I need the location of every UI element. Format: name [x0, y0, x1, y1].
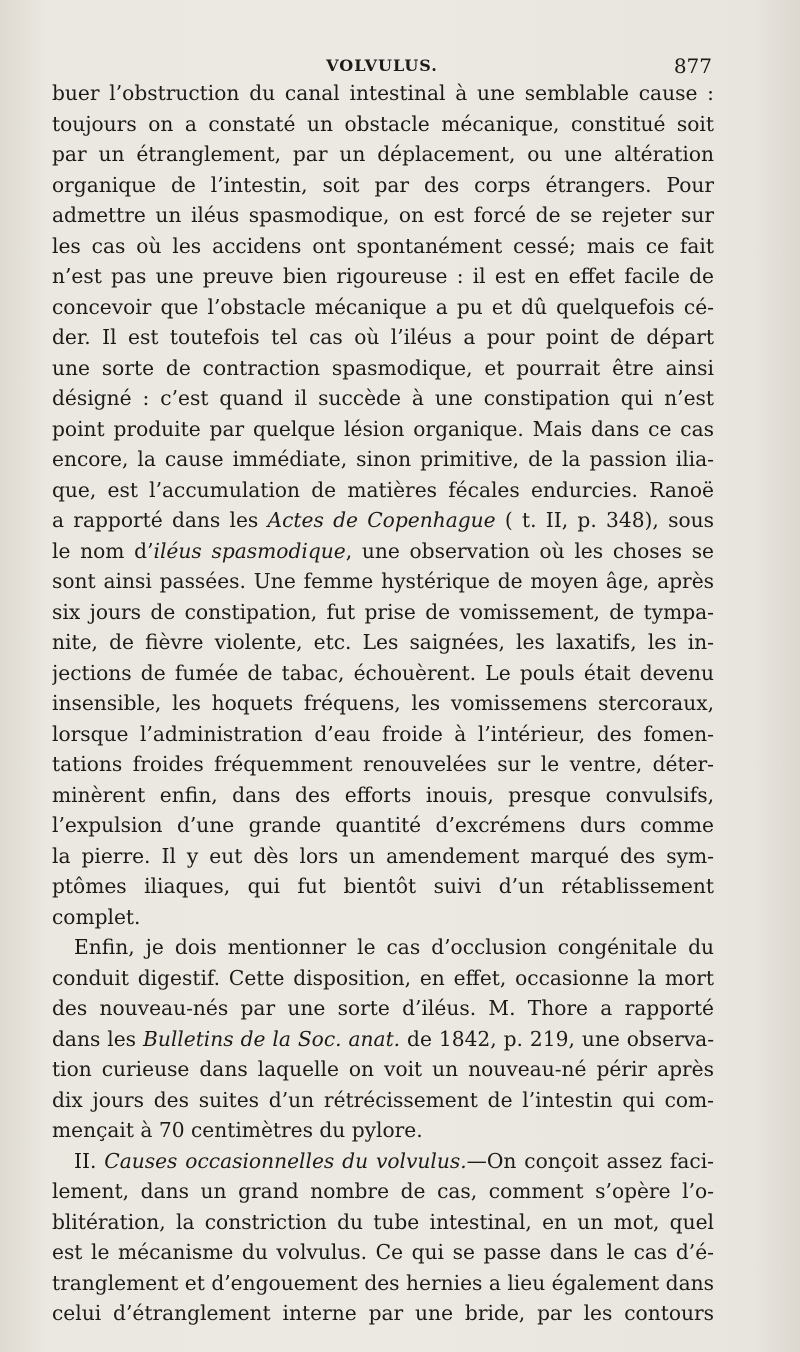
line-text: , une observation où les choses se [345, 538, 714, 563]
line-text: celui d’étranglement interne par une bride, par les contours [52, 1301, 714, 1325]
text-line [52, 871, 714, 902]
line-text: par un étranglement, par un déplacement, ou une altération [52, 142, 714, 166]
line-text: ( t. II, p. 348), sous [495, 508, 714, 532]
line-text: organique de l’intestin, soit par des corps étrangers. Pour [52, 172, 714, 197]
text-line [52, 505, 714, 536]
line-text: a rapporté dans les [52, 508, 268, 532]
line-text: ptômes iliaques, qui fut bientôt suivi d’un rétablissement [52, 874, 714, 898]
line-text: lement, dans un grand nombre de cas, comment s’opère l’o- [52, 1179, 714, 1203]
text-line [52, 200, 714, 231]
line-text: six jours de constipation, fut prise de vomissement, de tympa- [52, 599, 714, 624]
text-line [52, 993, 714, 1024]
text-line [52, 261, 714, 292]
text-line [52, 1054, 714, 1085]
line-text: le nom d’ [52, 538, 154, 563]
line-text: est le mécanisme du volvulus. Ce qui se passe dans le cas d’é- [52, 1240, 714, 1264]
page-number: 877 [673, 54, 712, 78]
text-line [52, 414, 714, 445]
italic-title: Actes de Copenhague [267, 508, 496, 532]
line-text: lorsque l’administration d’eau froide à l’intérieur, des fomen- [52, 721, 714, 746]
text-line [52, 597, 714, 628]
line-text: der. Il est toutefois tel cas où l’iléus a pour point de départ [52, 325, 714, 349]
line-text: tion curieuse dans laquelle on voit un nouveau-né périr après [52, 1057, 714, 1081]
text-line [52, 932, 714, 963]
text-line [52, 1268, 714, 1299]
line-text: buer l’obstruction du canal intestinal à une semblable cause : [52, 81, 714, 105]
text-line [52, 475, 714, 506]
text-line [52, 444, 714, 475]
text-line [52, 109, 714, 140]
text-line [52, 78, 714, 109]
line-text: dix jours des suites d’un rétrécissement de l’intestin qui com- [52, 1087, 714, 1112]
line-text: de 1842, p. 219, une observa- [400, 1026, 714, 1051]
italic-title: iléus spasmodique [153, 538, 346, 563]
text-line [52, 749, 714, 780]
running-title: VOLVULUS. [326, 56, 438, 75]
line-text: toujours on a constaté un obstacle mécanique, constitué soit [52, 111, 714, 136]
text-line [52, 322, 714, 353]
text-line [52, 383, 714, 414]
text-line [52, 1115, 714, 1146]
line-text: une sorte de contraction spasmodique, et pourrait être ainsi [52, 355, 714, 380]
line-text: n’est pas une preuve bien rigoureuse : il est en effet facile de [52, 264, 714, 288]
line-text: les cas où les accidens ont spontanément cessé; mais ce fait [52, 233, 714, 258]
text-line [52, 1146, 714, 1177]
line-text: encore, la cause immédiate, sinon primitive, de la passion ilia- [52, 447, 714, 471]
text-line [52, 231, 714, 262]
text-line [52, 1176, 714, 1207]
text-line [52, 902, 714, 933]
line-text: tations froides fréquemment renouvelées sur le ventre, déter- [52, 752, 714, 776]
line-text: minèrent enfin, dans des efforts inouis, presque convulsifs, [52, 782, 714, 807]
italic-title: Causes occasionnelles du volvulus. [104, 1148, 467, 1173]
text-line [52, 1237, 714, 1268]
body-text [52, 78, 714, 1329]
text-line [52, 627, 714, 658]
line-text: Enfin, je dois mentionner le cas d’occlusion congénitale du [74, 935, 714, 959]
line-text: nite, de fièvre violente, etc. Les saignées, les laxatifs, les in- [52, 630, 714, 654]
text-line [52, 536, 714, 567]
text-line [52, 1207, 714, 1238]
text-line [52, 719, 714, 750]
text-line [52, 688, 714, 719]
line-text: désigné : c’est quand il succède à une constipation qui n’est [52, 386, 714, 410]
line-text: blitération, la constriction du tube intestinal, en un mot, quel [52, 1209, 714, 1234]
text-line [52, 1085, 714, 1116]
line-text: des nouveau-nés par une sorte d’iléus. M. Thore a rapporté [52, 996, 714, 1020]
line-text: admettre un iléus spasmodique, on est forcé de se rejeter sur [52, 203, 714, 227]
text-line [52, 658, 714, 689]
line-text: point produite par quelque lésion organique. Mais dans ce cas [52, 416, 714, 441]
italic-title: Bulletins de la Soc. anat. [143, 1026, 401, 1051]
line-text: l’expulsion d’une grande quantité d’excrémens durs comme [52, 813, 714, 837]
line-text: que, est l’accumulation de matières fécales endurcies. Ranoë [52, 477, 714, 502]
line-text: conduit digestif. Cette disposition, en effet, occasionne la mort [52, 965, 714, 990]
line-text: insensible, les hoquets fréquens, les vomissemens stercoraux, [52, 691, 714, 715]
text-line [52, 566, 714, 597]
text-line [52, 841, 714, 872]
text-line [52, 963, 714, 994]
line-text: II. [74, 1148, 105, 1173]
text-line [52, 1298, 714, 1329]
text-line [52, 810, 714, 841]
line-text: concevoir que l’obstacle mécanique a pu et dû quelquefois cé- [52, 294, 714, 319]
line-text: tranglement et d’engouement des hernies a lieu également dans [52, 1270, 714, 1295]
text-line [52, 780, 714, 811]
line-text: dans les [52, 1026, 143, 1051]
line-text: la pierre. Il y eut dès lors un amendement marqué des sym- [52, 843, 714, 868]
line-text: mençait à 70 centimètres du pylore. [52, 1118, 423, 1142]
line-text: —On conçoit assez faci- [466, 1148, 714, 1173]
text-line [52, 1024, 714, 1055]
text-line [52, 353, 714, 384]
line-text: complet. [52, 904, 141, 929]
line-text: sont ainsi passées. Une femme hystérique de moyen âge, après [52, 569, 714, 593]
text-line [52, 292, 714, 323]
text-line [52, 170, 714, 201]
text-line [52, 139, 714, 170]
line-text: jections de fumée de tabac, échouèrent. Le pouls était devenu [52, 660, 714, 685]
